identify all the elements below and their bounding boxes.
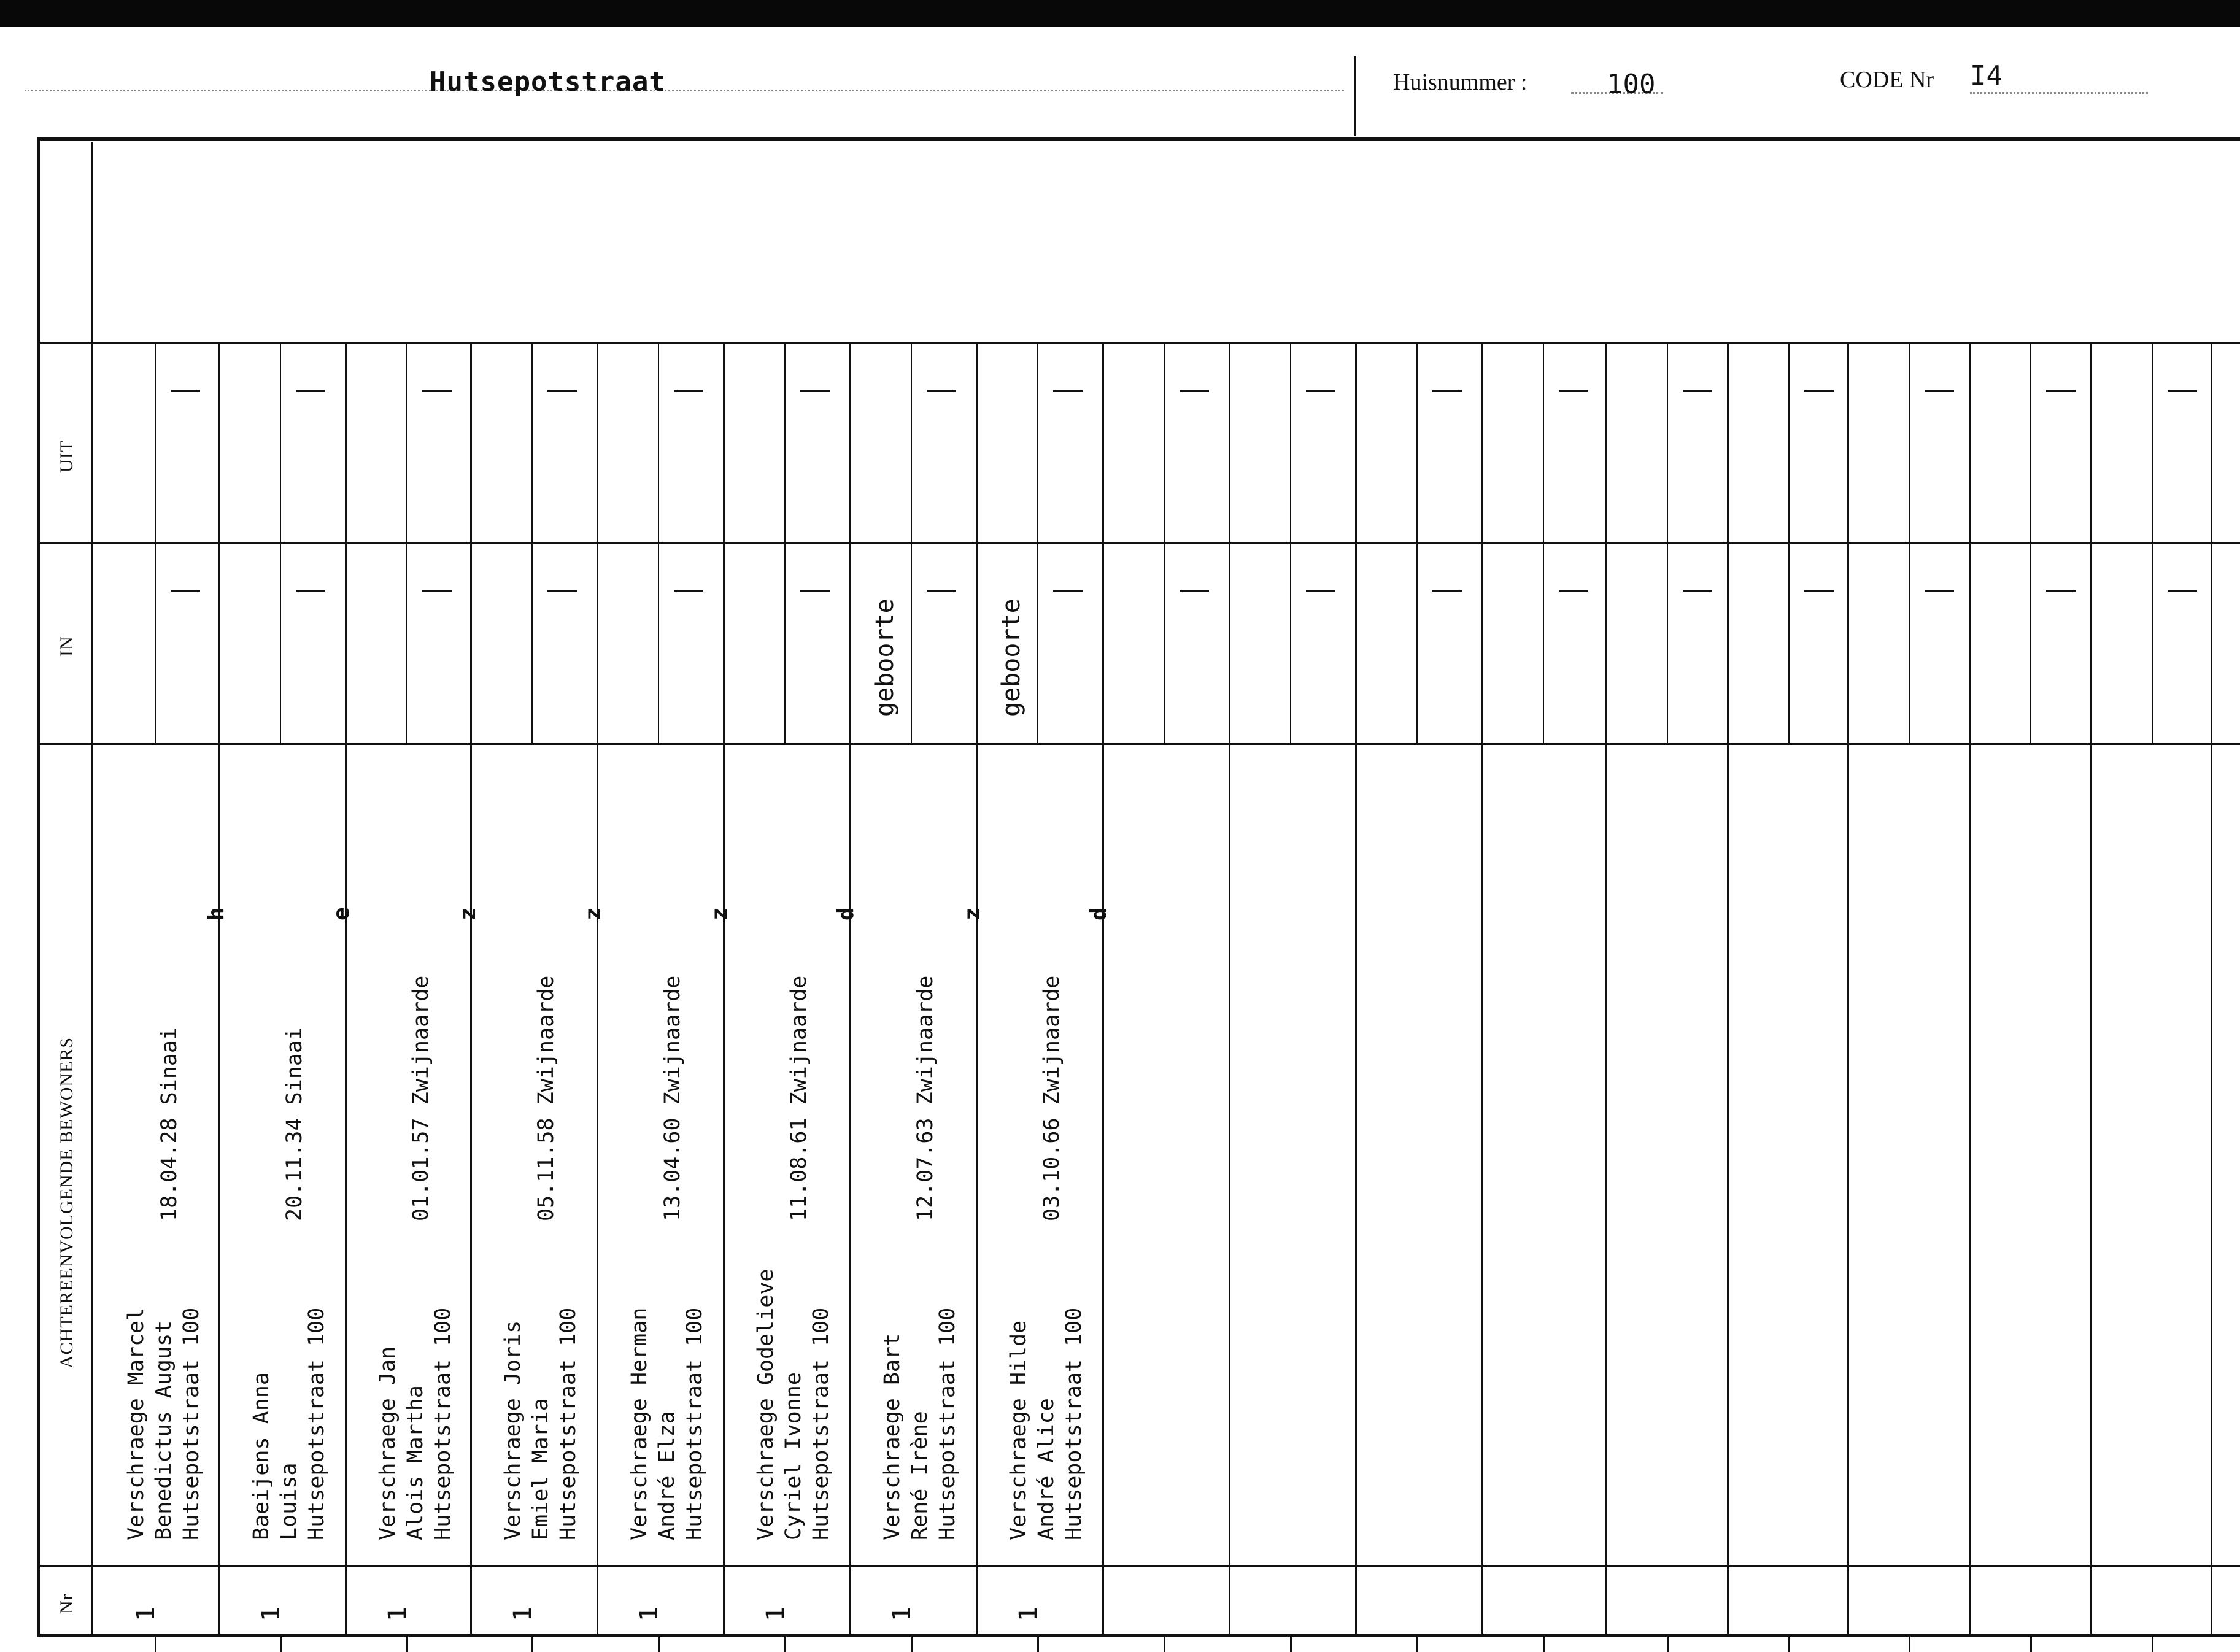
nr-tick <box>1037 1634 1039 1652</box>
nr-tick <box>1788 1634 1790 1652</box>
resident-status: z <box>707 907 732 921</box>
grid-left-border <box>37 137 40 1637</box>
uit-dash <box>674 390 703 392</box>
resident-line3: Hutsepotstraat 100 <box>935 1307 960 1540</box>
resident-line2: Benedictus August <box>152 1320 176 1540</box>
uit-sub-divider <box>280 344 281 542</box>
nr-tick <box>406 1634 408 1652</box>
resident-line3: Hutsepotstraat 100 <box>179 1307 204 1540</box>
uit-sub-divider <box>658 344 659 542</box>
in-label: IN <box>56 636 77 657</box>
birth-date-place: 20.11.34 Sinaai <box>282 1027 307 1221</box>
in-dash <box>2168 590 2197 592</box>
nr-tick <box>911 1634 913 1652</box>
resident-line3: Hutsepotstraat 100 <box>1062 1307 1086 1540</box>
uit-dash <box>1053 390 1083 392</box>
in-event: geboorte <box>997 598 1025 717</box>
nr-tick <box>1667 1634 1669 1652</box>
grid-top-border <box>37 137 2240 141</box>
in-dash <box>1925 590 1954 592</box>
nr-tick <box>531 1634 533 1652</box>
label-column-divider <box>91 142 93 1634</box>
resident-status: h <box>204 907 229 921</box>
resident-status: z <box>455 907 481 921</box>
row-nr: 1 <box>132 1606 160 1622</box>
uit-sub-divider <box>911 344 912 542</box>
in-sub-divider <box>1788 544 1790 743</box>
uit-dash <box>1306 390 1335 392</box>
in-dash <box>1559 590 1588 592</box>
column-divider <box>2090 342 2092 1634</box>
in-dash <box>1804 590 1834 592</box>
in-event: geboorte <box>871 598 899 717</box>
uit-dash <box>1683 390 1712 392</box>
in-sub-divider <box>406 544 407 743</box>
in-sub-divider <box>280 544 281 743</box>
in-sub-divider <box>1037 544 1038 743</box>
column-divider <box>1727 342 1729 1634</box>
nr-tick <box>1909 1634 1910 1652</box>
in-dash <box>171 590 200 592</box>
uit-sub-divider <box>2030 344 2031 542</box>
resident-line2: Alois Martha <box>403 1385 428 1540</box>
nr-tick <box>1164 1634 1165 1652</box>
uit-dash <box>296 390 325 392</box>
in-dash <box>1306 590 1335 592</box>
in-sub-divider <box>1543 544 1544 743</box>
row-nr: 1 <box>888 1606 916 1622</box>
resident-name-block <box>879 1308 962 1540</box>
uit-dash <box>1804 390 1834 392</box>
in-dash <box>1180 590 1209 592</box>
header-divider <box>1354 56 1356 136</box>
in-sub-divider <box>1909 544 1910 743</box>
row-nr: 1 <box>509 1606 537 1622</box>
in-dash <box>547 590 577 592</box>
resident-line1: Verschraege Godelieve <box>754 1268 778 1540</box>
column-divider <box>1102 342 1104 1634</box>
resident-line3: Hutsepotstraat 100 <box>431 1307 455 1540</box>
resident-line2: René Irène <box>908 1411 932 1540</box>
in-dash <box>422 590 452 592</box>
uit-dash <box>1432 390 1462 392</box>
uit-dash <box>1925 390 1954 392</box>
code-dotted-line <box>1970 92 2148 94</box>
nr-tick <box>2030 1634 2032 1652</box>
column-divider <box>849 342 851 1634</box>
column-divider <box>2211 342 2212 1634</box>
column-divider <box>218 342 220 1634</box>
street-dotted-line <box>25 90 1344 91</box>
column-divider <box>1605 342 1607 1634</box>
code-value: I4 <box>1970 60 2002 91</box>
resident-name-block <box>123 1308 206 1540</box>
birth-date-place: 18.04.28 Sinaai <box>157 1027 182 1221</box>
nr-tick <box>1543 1634 1545 1652</box>
resident-line2: Cyriel Ivonne <box>781 1372 806 1540</box>
in-sub-divider <box>2152 544 2153 743</box>
resident-line2: André Elza <box>655 1411 679 1540</box>
birth-date-place: 01.01.57 Zwijnaarde <box>409 975 433 1221</box>
column-divider <box>1847 342 1849 1634</box>
uit-sub-divider <box>155 344 156 542</box>
birth-date-place: 11.08.61 Zwijnaarde <box>787 975 811 1221</box>
in-dash <box>2046 590 2076 592</box>
resident-status: e <box>329 907 354 921</box>
in-dash <box>1432 590 1462 592</box>
uit-sub-divider <box>531 344 533 542</box>
uit-dash <box>927 390 956 392</box>
resident-line3: Hutsepotstraat 100 <box>304 1307 329 1540</box>
in-dash <box>296 590 325 592</box>
in-sub-divider <box>1290 544 1291 743</box>
uit-sub-divider <box>1290 344 1291 542</box>
uit-dash <box>422 390 452 392</box>
in-dash <box>927 590 956 592</box>
nr-tick <box>784 1634 786 1652</box>
in-dash <box>674 590 703 592</box>
uit-sub-divider <box>406 344 407 542</box>
resident-line1: Verschraege Joris <box>501 1320 525 1540</box>
resident-status: z <box>581 907 606 921</box>
column-divider <box>976 342 978 1634</box>
in-sub-divider <box>155 544 156 743</box>
nr-label: Nr <box>56 1593 77 1614</box>
street-name: Hutsepotstraat <box>430 66 666 98</box>
code-label: CODE Nr <box>1840 67 1934 93</box>
column-divider <box>1355 342 1357 1634</box>
resident-status: d <box>1086 907 1111 921</box>
resident-line3: Hutsepotstraat 100 <box>809 1307 833 1540</box>
uit-sub-divider <box>1909 344 1910 542</box>
uit-dash <box>2046 390 2076 392</box>
column-divider <box>1481 342 1483 1634</box>
column-divider <box>597 342 598 1634</box>
resident-name-block <box>500 1308 582 1540</box>
column-divider <box>1229 342 1230 1634</box>
resident-line1: Verschraege Marcel <box>124 1307 149 1540</box>
uit-sub-divider <box>1543 344 1544 542</box>
in-sub-divider <box>1416 544 1418 743</box>
resident-line2: Emiel Maria <box>528 1398 553 1540</box>
row-nr: 1 <box>257 1606 285 1622</box>
in-sub-divider <box>911 544 912 743</box>
column-divider <box>345 342 347 1634</box>
uit-dash <box>171 390 200 392</box>
resident-name-block <box>752 1268 835 1540</box>
resident-status: d <box>833 907 859 921</box>
birth-date-place: 12.07.63 Zwijnaarde <box>913 975 938 1221</box>
resident-line3: Hutsepotstraat 100 <box>682 1307 707 1540</box>
top-border-band <box>0 0 2240 27</box>
resident-name-block <box>626 1308 709 1540</box>
in-sub-divider <box>1667 544 1668 743</box>
birth-date-place: 13.04.60 Zwijnaarde <box>660 975 685 1221</box>
uit-dash <box>2168 390 2197 392</box>
resident-name-block <box>248 1308 331 1540</box>
resident-line2: Louisa <box>277 1462 301 1540</box>
uit-sub-divider <box>1667 344 1668 542</box>
uit-dash <box>1180 390 1209 392</box>
resident-line1: Verschraege Herman <box>627 1307 652 1540</box>
in-sub-divider <box>531 544 533 743</box>
row-nr: 1 <box>635 1606 663 1622</box>
nr-tick <box>280 1634 282 1652</box>
resident-line1: Verschraege Jan <box>376 1346 400 1540</box>
resident-line1: Verschraege Hilde <box>1006 1320 1031 1540</box>
resident-name-block <box>1005 1308 1088 1540</box>
in-sub-divider <box>2030 544 2031 743</box>
column-divider <box>723 342 725 1634</box>
row-nr: 1 <box>1014 1606 1043 1622</box>
resident-line2: André Alice <box>1034 1398 1059 1540</box>
in-sub-divider <box>784 544 786 743</box>
uit-sub-divider <box>2152 344 2153 542</box>
uit-sub-divider <box>1037 344 1038 542</box>
column-divider <box>470 342 472 1634</box>
nr-tick <box>155 1634 156 1652</box>
uit-dash <box>547 390 577 392</box>
in-sub-divider <box>658 544 659 743</box>
residents-top-separator <box>37 743 2240 745</box>
in-dash <box>800 590 830 592</box>
house-number-label: Huisnummer : <box>1393 69 1527 95</box>
birth-date-place: 03.10.66 Zwijnaarde <box>1040 975 1064 1221</box>
in-dash <box>1053 590 1083 592</box>
uit-dash <box>800 390 830 392</box>
residents-label: ACHTEREENVOLGENDE BEWONERS <box>56 1036 77 1368</box>
nr-tick <box>2152 1634 2153 1652</box>
nr-tick <box>1290 1634 1292 1652</box>
row-nr: 1 <box>384 1606 412 1622</box>
resident-status: z <box>960 907 985 921</box>
nr-top-separator <box>37 1565 2240 1567</box>
nr-tick <box>1416 1634 1418 1652</box>
resident-line1: Baeijens Anna <box>249 1372 274 1540</box>
uit-sub-divider <box>1788 344 1790 542</box>
resident-line3: Hutsepotstraat 100 <box>556 1307 581 1540</box>
birth-date-place: 05.11.58 Zwijnaarde <box>534 975 558 1221</box>
row-nr: 1 <box>762 1606 790 1622</box>
uit-sub-divider <box>1416 344 1418 542</box>
in-dash <box>1683 590 1712 592</box>
uit-label: UIT <box>56 440 77 473</box>
uit-sub-divider <box>784 344 786 542</box>
resident-name-block <box>374 1308 457 1540</box>
uit-sub-divider <box>1164 344 1165 542</box>
uit-dash <box>1559 390 1588 392</box>
column-divider <box>1969 342 1971 1634</box>
nr-tick <box>658 1634 660 1652</box>
house-number-value: 100 <box>1607 69 1656 100</box>
in-sub-divider <box>1164 544 1165 743</box>
resident-line1: Verschraege Bart <box>880 1333 905 1540</box>
